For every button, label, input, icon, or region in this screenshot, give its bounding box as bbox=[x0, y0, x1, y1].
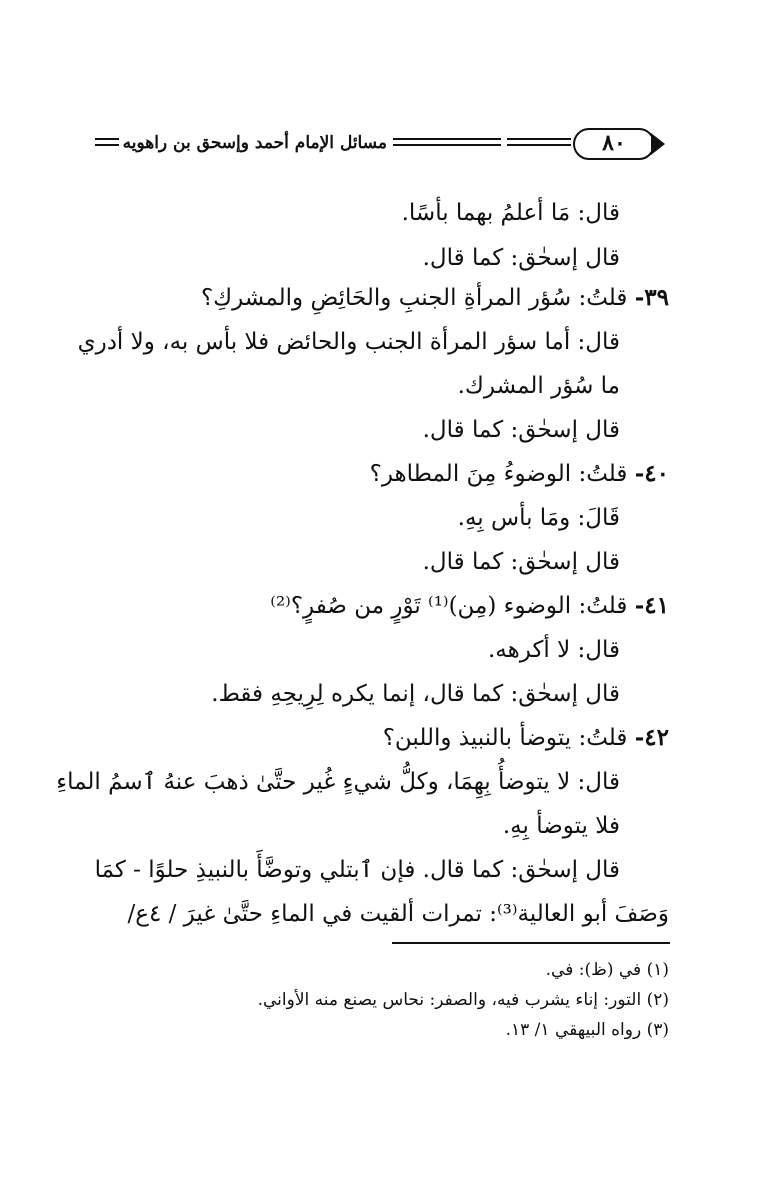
line-text: قَالَ: ومَا بأس بِهِ. bbox=[457, 505, 620, 531]
line-text: قال: لا أكرهه. bbox=[487, 637, 620, 663]
line-text: قال إسحٰق: كما قال. فإن ٱبتلي وتوضَّأَ بالنبيذِ حلوًا - كمَا bbox=[94, 857, 620, 883]
footnote: (٢) التور: إناء يشرب فيه، والصفر: نحاس يصنع منه الأواني. bbox=[257, 990, 669, 1010]
line-text: قال إسحٰق: كما قال، إنما يكره لِرِيحِهِ فقط. bbox=[211, 681, 620, 707]
text-line bbox=[211, 674, 620, 714]
page-badge-pointer bbox=[651, 133, 665, 155]
question-number: ٤١- bbox=[634, 592, 669, 619]
line-text: قال إسحٰق: كما قال. bbox=[422, 245, 620, 271]
header-title: مسائل الإمام أحمد وإسحق بن راهويه bbox=[122, 133, 387, 153]
question-line bbox=[370, 454, 669, 494]
text-line bbox=[488, 630, 620, 670]
text-line bbox=[503, 806, 620, 846]
question-line bbox=[201, 278, 669, 318]
line-text: قلتُ: الوضوء (مِن)⁽¹⁾ تَوْرٍ من صُفرٍ؟⁽²⁾ bbox=[270, 593, 635, 619]
line-text: قال إسحٰق: كما قال. bbox=[422, 549, 620, 575]
footnote-separator bbox=[392, 942, 670, 944]
footnote: (٣) رواه البيهقي ١/ ١٣. bbox=[505, 1020, 669, 1040]
text-line bbox=[458, 366, 620, 406]
line-text: قلتُ: الوضوءُ مِنَ المطاهر؟ bbox=[369, 461, 635, 487]
question-number: ٤٠- bbox=[634, 460, 669, 487]
text-line bbox=[423, 410, 620, 450]
text-line bbox=[56, 762, 620, 802]
question-number: ٤٢- bbox=[634, 724, 669, 751]
line-text: ما سُؤر المشرك. bbox=[457, 373, 620, 399]
line-text: فلا يتوضأ بِهِ. bbox=[502, 813, 620, 839]
line-text: قال: مَا أعلمُ بهما بأسًا. bbox=[401, 200, 620, 226]
footnote: (١) في (ظ): في. bbox=[545, 960, 669, 980]
text-line bbox=[95, 850, 620, 890]
text-line bbox=[423, 542, 620, 582]
line-text: قال: أما سؤر المرأة الجنب والحائض فلا بأس به، ولا أدري bbox=[77, 329, 620, 355]
line-text: قلتُ: سُؤر المرأةِ الجنبِ والحَائِضِ والمشركِ؟ bbox=[200, 285, 635, 311]
question-line bbox=[383, 718, 669, 758]
line-text: قال: لا يتوضأُ بِهِمَا، وكلُّ شيءٍ غُير حتَّىٰ ذهبَ عنهُ ٱسمُ الماءِ bbox=[56, 769, 620, 795]
text-line bbox=[458, 498, 620, 538]
text-line bbox=[402, 193, 620, 233]
question-line bbox=[270, 586, 669, 626]
line-text: قلتُ: يتوضأ بالنبيذ واللبن؟ bbox=[382, 725, 635, 751]
line-text: قال إسحٰق: كما قال. bbox=[422, 417, 620, 443]
running-header bbox=[95, 128, 670, 166]
header-rule-left bbox=[95, 138, 119, 149]
header-rule-middle bbox=[393, 138, 501, 149]
text-line bbox=[78, 322, 620, 362]
page-number: ٨٠ bbox=[573, 128, 655, 160]
text-line bbox=[423, 238, 620, 278]
header-rule-right bbox=[507, 138, 571, 149]
line-text: وَصَفَ أبو العالية⁽³⁾: تمرات ألقيت في الماءِ حتَّىٰ غيرَ / ٤ع/ bbox=[127, 901, 669, 927]
text-line bbox=[127, 894, 669, 934]
question-number: ٣٩- bbox=[634, 284, 669, 311]
